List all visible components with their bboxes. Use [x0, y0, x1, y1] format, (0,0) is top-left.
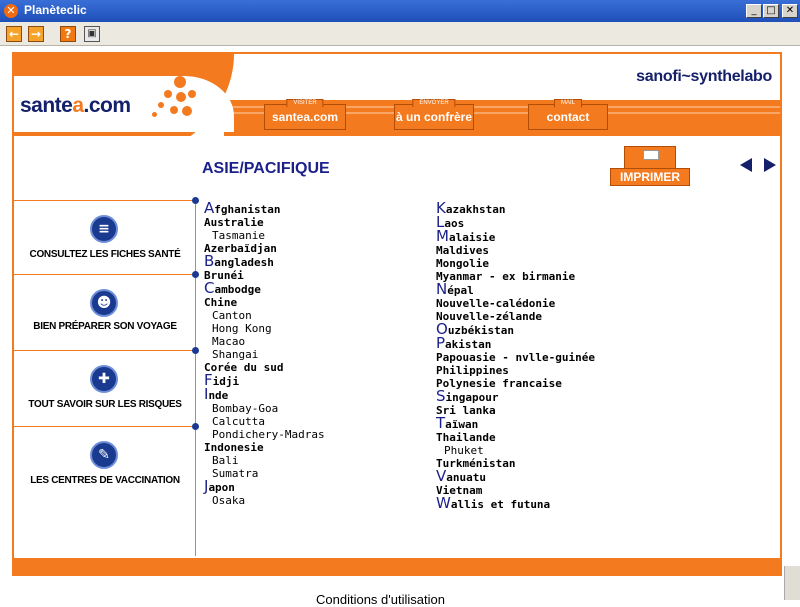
country-name: alaisie: [448, 231, 496, 244]
country-name: Myanmar - ex birmanie: [436, 270, 576, 283]
people-icon: ☻: [90, 289, 118, 317]
country-initial: N: [436, 280, 448, 298]
app-icon: ✕: [4, 4, 18, 18]
country-link[interactable]: [436, 320, 766, 338]
logo-bubbles-icon: [152, 76, 198, 122]
country-initial: W: [436, 494, 451, 512]
country-initial: S: [436, 387, 446, 405]
country-name: Sri lanka: [436, 404, 496, 417]
country-link[interactable]: [204, 252, 434, 270]
maximize-button[interactable]: □: [763, 4, 779, 18]
country-name: aos: [444, 217, 465, 230]
country-initial: C: [204, 279, 215, 297]
country-link[interactable]: [436, 280, 766, 298]
country-name: Turkménistan: [436, 457, 516, 470]
country-name: fghanistan: [214, 203, 281, 216]
window-title: Planèteclic: [24, 3, 87, 17]
country-name: Australie: [204, 216, 264, 229]
country-link[interactable]: [436, 377, 766, 390]
country-link[interactable]: [436, 387, 766, 405]
santea-logo[interactable]: santea.com: [20, 94, 131, 117]
country-initial: B: [204, 252, 215, 270]
sidebar-item-fiches-sante[interactable]: ≡ CONSULTEZ LES FICHES SANTÉ: [14, 201, 196, 275]
city-link[interactable]: Macao: [212, 335, 246, 348]
sidebar-item-preparer-voyage[interactable]: ☻ BIEN PRÉPARER SON VOYAGE: [14, 275, 196, 351]
country-name: Chine: [204, 296, 238, 309]
country-name: Azerbaïdjan: [204, 242, 277, 255]
country-link[interactable]: [436, 310, 766, 323]
country-name: anuatu: [446, 471, 487, 484]
forward-arrow-icon[interactable]: →: [28, 26, 44, 42]
country-link[interactable]: [436, 494, 766, 512]
site-header: [14, 54, 780, 136]
country-link[interactable]: [436, 414, 766, 432]
country-name: aïwan: [445, 418, 479, 431]
country-link[interactable]: [204, 371, 434, 389]
content-frame: [12, 52, 782, 576]
sidebar-bullet: [192, 197, 199, 204]
country-link[interactable]: [436, 431, 766, 444]
sidebar-item-risques[interactable]: ✚ TOUT SAVOIR SUR LES RISQUES: [14, 351, 196, 427]
country-initial: A: [204, 199, 215, 217]
syringe-icon: ✎: [90, 441, 118, 469]
previous-arrow-icon[interactable]: [740, 158, 752, 172]
print-label: IMPRIMER: [610, 168, 690, 186]
country-name: Philippines: [436, 364, 509, 377]
country-name: akistan: [445, 338, 492, 351]
minimize-button[interactable]: _: [746, 4, 762, 18]
country-link[interactable]: [204, 477, 434, 495]
side-menu: [14, 200, 196, 556]
country-link[interactable]: [436, 404, 766, 417]
city-link[interactable]: Hong Kong: [212, 322, 272, 335]
country-link[interactable]: [436, 484, 766, 497]
country-initial: J: [204, 477, 209, 495]
city-link[interactable]: Shangai: [212, 348, 259, 361]
country-name: allis et futuna: [450, 498, 551, 511]
country-name: idji: [212, 375, 240, 388]
country-link[interactable]: [436, 213, 766, 231]
country-link[interactable]: [204, 216, 434, 229]
close-button[interactable]: ✕: [782, 4, 798, 18]
country-link[interactable]: [204, 242, 434, 255]
country-name: Polynesie francaise: [436, 377, 562, 390]
send-to-colleague-button[interactable]: ENVOYER à un confrère: [394, 104, 474, 130]
doc-icon[interactable]: ▣: [84, 26, 100, 42]
country-initial: L: [436, 213, 445, 231]
country-link[interactable]: [436, 351, 766, 364]
country-initial: O: [436, 320, 448, 338]
country-initial: M: [436, 227, 449, 245]
country-initial: T: [436, 414, 446, 432]
country-name: angladesh: [214, 256, 274, 269]
country-initial: I: [204, 385, 209, 403]
country-name: Corée du sud: [204, 361, 284, 374]
country-name: uzbékistan: [447, 324, 515, 337]
city-link[interactable]: Sumatra: [212, 467, 259, 480]
help-icon[interactable]: ?: [60, 26, 76, 42]
city-link[interactable]: Tasmanie: [212, 229, 265, 242]
country-list-right: [436, 199, 766, 512]
medical-cross-icon: ✚: [90, 365, 118, 393]
country-name: Thailande: [436, 431, 496, 444]
country-link[interactable]: [436, 257, 766, 270]
country-initial: K: [436, 199, 446, 217]
country-link[interactable]: [436, 467, 766, 485]
city-link[interactable]: Osaka: [212, 494, 246, 507]
country-link[interactable]: [204, 296, 434, 309]
country-name: nde: [208, 389, 229, 402]
country-link[interactable]: [204, 441, 434, 454]
country-initial: F: [204, 371, 213, 389]
printer-icon: [624, 146, 676, 168]
country-name: apon: [208, 481, 235, 494]
country-name: Nouvelle-calédonie: [436, 297, 556, 310]
country-name: épal: [447, 284, 474, 297]
country-name: Papouasie - nvlle-guinée: [436, 351, 595, 364]
country-link[interactable]: [204, 199, 434, 217]
document-icon: ≡: [90, 215, 118, 243]
country-name: ingapour: [445, 391, 499, 404]
web-page: [0, 46, 800, 607]
country-link[interactable]: [436, 199, 766, 217]
country-link[interactable]: [436, 457, 766, 470]
country-name: azakhstan: [445, 203, 506, 216]
country-initial: P: [436, 334, 446, 352]
sanofi-synthelabo-logo: sanofi~synthelabo: [636, 68, 772, 85]
country-link[interactable]: [204, 385, 434, 403]
conditions-link[interactable]: Conditions d'utilisation: [316, 592, 445, 607]
country-name: Maldives: [436, 244, 489, 257]
country-name: Indonesie: [204, 441, 264, 454]
visit-santea-button[interactable]: VISITER santea.com: [264, 104, 346, 130]
country-link[interactable]: [436, 334, 766, 352]
city-link[interactable]: Bali: [212, 454, 239, 467]
sidebar-item-vaccination[interactable]: ✎ LES CENTRES DE VACCINATION: [14, 427, 196, 505]
city-link[interactable]: Canton: [212, 309, 252, 322]
footer-band: [14, 558, 780, 576]
country-link[interactable]: [436, 270, 766, 283]
country-link[interactable]: [204, 279, 434, 297]
next-arrow-icon[interactable]: [764, 158, 776, 172]
sidebar-bullet: [192, 423, 199, 430]
country-name: Brunéi: [204, 269, 244, 282]
country-list-left: [204, 199, 434, 507]
city-link[interactable]: Bombay-Goa: [212, 402, 279, 415]
country-initial: V: [436, 467, 447, 485]
country-link[interactable]: [204, 361, 434, 374]
sidebar-bullet: [192, 271, 199, 278]
page-title: ASIE/PACIFIQUE: [202, 160, 330, 177]
country-name: Vietnam: [436, 484, 483, 497]
sidebar-bullet: [192, 347, 199, 354]
country-link[interactable]: [436, 364, 766, 377]
country-name: ambodge: [214, 283, 261, 296]
contact-button[interactable]: MAIL contact: [528, 104, 608, 130]
country-name: Mongolie: [436, 257, 489, 270]
country-link[interactable]: [436, 297, 766, 310]
city-link[interactable]: Pondichery-Madras: [212, 428, 325, 441]
back-arrow-icon[interactable]: ←: [6, 26, 22, 42]
country-name: Nouvelle-zélande: [436, 310, 542, 323]
country-link[interactable]: [436, 227, 766, 245]
country-link[interactable]: [436, 244, 766, 257]
city-link[interactable]: Phuket: [444, 444, 484, 457]
window-titlebar: [0, 0, 800, 22]
city-link[interactable]: Calcutta: [212, 415, 265, 428]
page-scrollbar[interactable]: [784, 566, 800, 600]
print-button[interactable]: [610, 146, 690, 186]
browser-toolbar: [0, 22, 800, 46]
country-link[interactable]: [204, 269, 434, 282]
